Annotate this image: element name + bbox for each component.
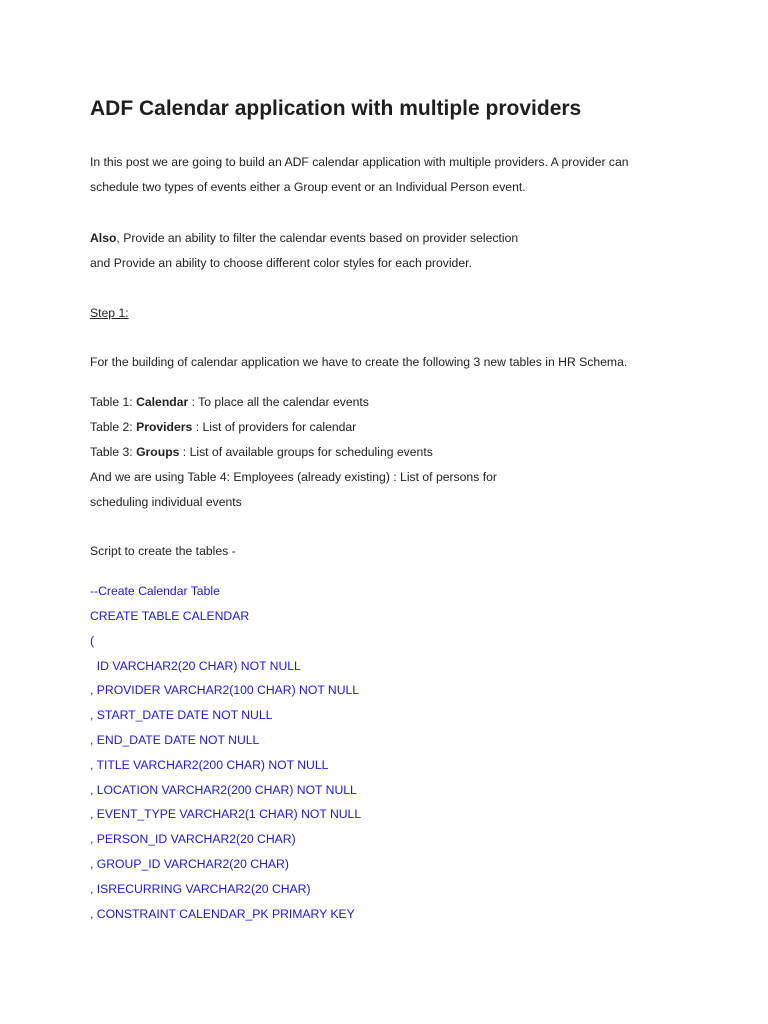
code-line: , START_DATE DATE NOT NULL (90, 708, 273, 722)
code-line: , LOCATION VARCHAR2(200 CHAR) NOT NULL (90, 783, 357, 797)
code-line: , PERSON_ID VARCHAR2(20 CHAR) (90, 832, 296, 846)
also-bold: Also (90, 231, 117, 245)
code-line: , CONSTRAINT CALENDAR_PK PRIMARY KEY (90, 907, 355, 921)
table-1-desc: : To place all the calendar events (188, 395, 369, 409)
step-1-heading: Step 1: (90, 306, 129, 320)
code-line: ID VARCHAR2(20 CHAR) NOT NULL (90, 659, 301, 673)
table-2-prefix: Table 2: (90, 420, 137, 434)
table-1-line (90, 394, 369, 410)
code-line: --Create Calendar Table (90, 584, 220, 598)
also-line-1 (90, 230, 518, 246)
code-line: , END_DATE DATE NOT NULL (90, 733, 260, 747)
code-line: , GROUP_ID VARCHAR2(20 CHAR) (90, 857, 289, 871)
also-line-2: and Provide an ability to choose different color styles for each provider. (90, 256, 472, 270)
code-line: , TITLE VARCHAR2(200 CHAR) NOT NULL (90, 758, 329, 772)
code-line: ( (90, 634, 95, 648)
table-4-line-1: And we are using Table 4: Employees (already existing) : List of persons for (90, 470, 497, 484)
script-intro: Script to create the tables - (90, 544, 236, 558)
intro-line-1: In this post we are going to build an ADF calendar application with multiple providers. A provider can (90, 155, 629, 169)
code-line: , ISRECURRING VARCHAR2(20 CHAR) (90, 882, 311, 896)
also-rest: , Provide an ability to filter the calendar events based on provider selection (116, 231, 519, 245)
table-4-line-2: scheduling individual events (90, 495, 242, 509)
code-line: , PROVIDER VARCHAR2(100 CHAR) NOT NULL (90, 683, 360, 697)
table-2-line (90, 419, 356, 435)
table-1-prefix: Table 1: (90, 395, 137, 409)
table-2-name: Providers (136, 420, 193, 434)
intro-line-2: schedule two types of events either a Group event or an Individual Person event. (90, 180, 526, 194)
table-3-desc: : List of available groups for scheduling events (179, 445, 433, 459)
table-2-desc: : List of providers for calendar (192, 420, 357, 434)
table-3-name: Groups (136, 445, 180, 459)
code-line: , EVENT_TYPE VARCHAR2(1 CHAR) NOT NULL (90, 807, 362, 821)
table-3-line (90, 444, 433, 460)
code-line: CREATE TABLE CALENDAR (90, 609, 250, 623)
building-paragraph: For the building of calendar application we have to create the following 3 new tables in HR Schema. (90, 355, 628, 369)
table-1-name: Calendar (136, 395, 189, 409)
table-3-prefix: Table 3: (90, 445, 137, 459)
document-title: ADF Calendar application with multiple providers (90, 97, 582, 120)
